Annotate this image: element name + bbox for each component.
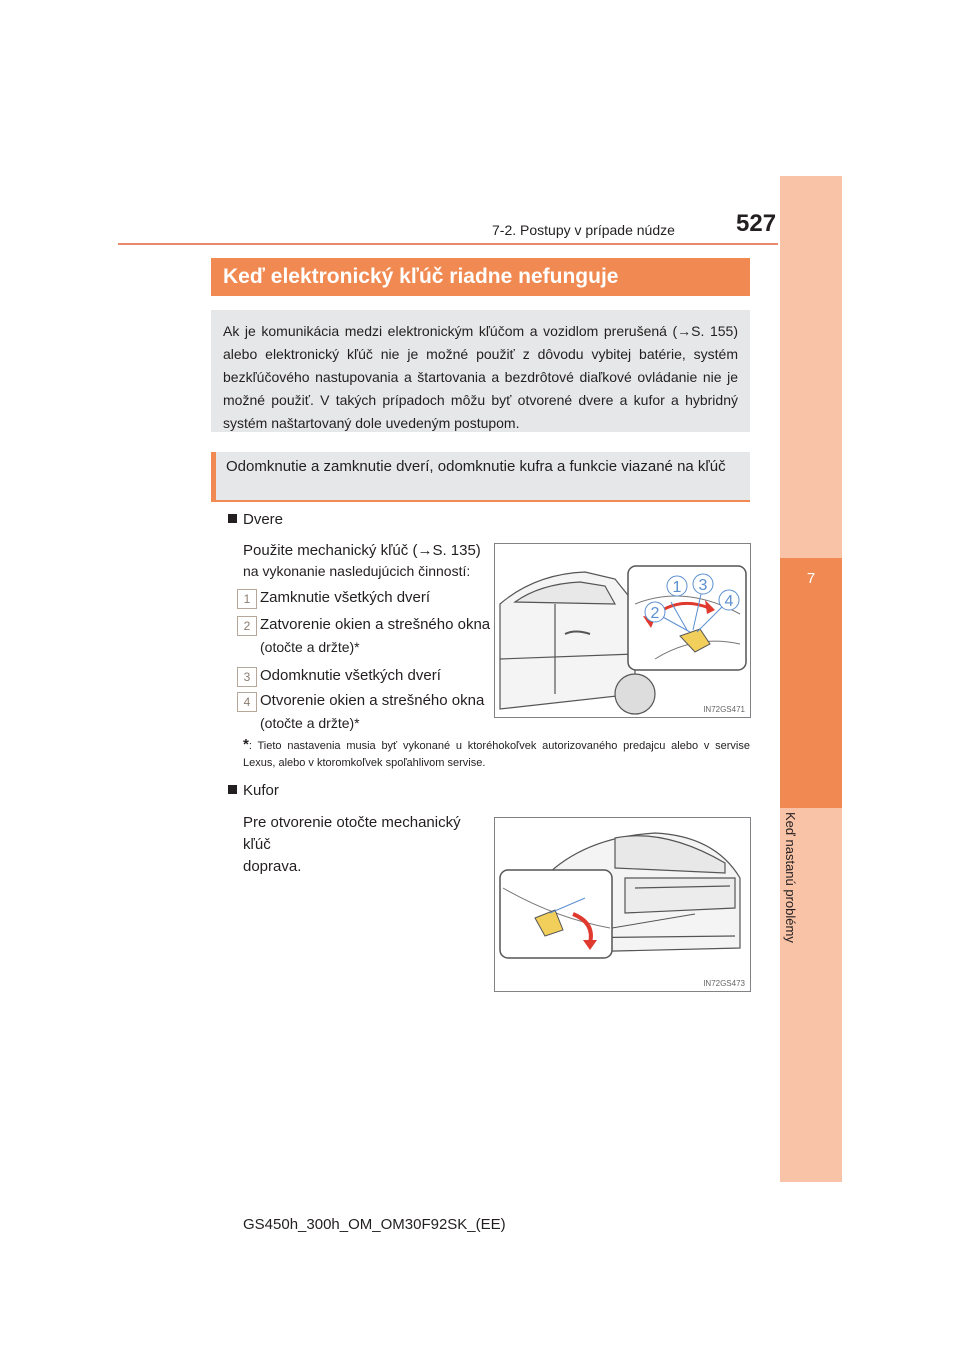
subheading: Odomknutie a zamknutie dverí, odomknutie kufra a funkcie viazané na kľúč [211, 452, 750, 502]
doors-instruction [243, 541, 488, 581]
list-item [237, 666, 492, 687]
trunk-heading [228, 782, 279, 799]
step-text: Otvorenie okien a strešného okna [260, 692, 485, 709]
trunk-instruction [243, 812, 488, 878]
trunk-line1: Pre otvorenie otočte mechanický kľúč [243, 814, 461, 853]
chapter-title-vertical [778, 812, 818, 992]
list-item [237, 615, 492, 655]
bullet-square-icon [228, 514, 237, 523]
step-text-sub: (otočte a držte)* [260, 639, 360, 655]
header-divider [118, 243, 778, 245]
chapter-number: 7 [806, 570, 816, 587]
figure-label-2: 2 [650, 605, 660, 622]
list-item [237, 588, 492, 609]
doors-heading-text: Dvere [243, 511, 284, 528]
figure-code: IN72GS473 [703, 979, 745, 988]
step-text: Odomknutie všetkých dverí [260, 667, 441, 684]
chapter-tab-highlight [780, 558, 842, 808]
section-title: 7-2. Postupy v prípade núdze [492, 222, 675, 238]
step-text: Zamknutie všetkých dverí [260, 589, 431, 606]
page-title: Keď elektronický kľúč riadne nefunguje [211, 258, 750, 296]
intro-box: Ak je komunikácia medzi elektronickým kľúčom a vozidlom prerušená (→S. 155) alebo elektronický kľúč nie je možné použiť z dôvodu vybitej batérie, systém bezkľúčového nastupovania a štartovania a bezdrôtové diaľkové ovládanie nie je možné použiť. V takých prípadoch môžu byť otvorené dvere a kufor a hybridný systém naštartovaný dole uvedeným postupom. [211, 310, 750, 432]
doors-instruction-line1: Použite mechanický kľúč (→S. 135) [243, 542, 481, 559]
chapter-title: Keď nastanú problémy [783, 812, 798, 943]
door-lock-figure [494, 543, 751, 718]
step-text: Zatvorenie okien a strešného okna [260, 616, 491, 633]
trunk-heading-text: Kufor [243, 782, 279, 799]
car-trunk-illustration [495, 818, 750, 991]
figure-label-1: 1 [672, 579, 682, 596]
figure-code: IN72GS471 [703, 705, 745, 714]
step-number-2: 2 [237, 616, 257, 636]
bullet-square-icon [228, 785, 237, 794]
document-code: GS450h_300h_OM_OM30F92SK_(EE) [243, 1216, 506, 1233]
page-number: 527 [736, 210, 777, 237]
list-item [237, 691, 492, 731]
doors-instruction-line2: na vykonanie nasledujúcich činností: [243, 563, 471, 579]
step-number-4: 4 [237, 692, 257, 712]
step-number-1: 1 [237, 589, 257, 609]
figure-label-4: 4 [724, 593, 734, 610]
trunk-figure [494, 817, 751, 992]
footnote [243, 736, 750, 772]
doors-heading [228, 511, 283, 528]
trunk-line2: doprava. [243, 858, 302, 875]
car-door-illustration [495, 544, 750, 717]
footnote-mark: * [243, 736, 249, 753]
step-text-sub: (otočte a držte)* [260, 715, 360, 731]
footnote-text: : Tieto nastavenia musia byť vykonané u ktoréhokoľvek autorizovaného predajcu alebo v servise Lexus, alebo v ktoromkoľvek spoľahlivom servise. [243, 740, 750, 769]
step-number-3: 3 [237, 667, 257, 687]
figure-label-3: 3 [698, 577, 708, 594]
